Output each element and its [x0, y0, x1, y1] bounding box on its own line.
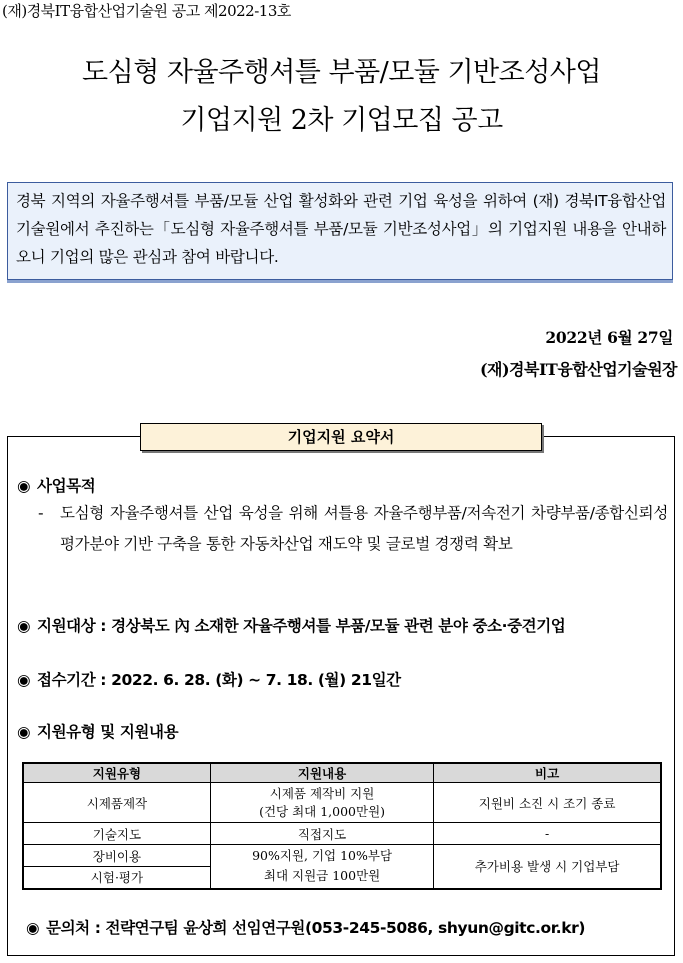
page-title-line-1: 도심형 자율주행셔틀 부품/모듈 기반조성사업: [82, 57, 601, 88]
section-target: [17, 614, 565, 636]
table-cell: 기술지도: [23, 823, 210, 845]
page-title-line-2: 기업지원 2차 기업모집 공고: [180, 105, 503, 136]
table-row: [23, 783, 661, 823]
cell-line: 90%지원, 기업 10%부담: [252, 848, 393, 864]
section-purpose: [17, 474, 95, 496]
table-header: 비고: [434, 763, 661, 783]
target-text: 지원대상 : 경상북도 內 소재한 자율주행셔틀 부품/모듈 관련 분야 중소·중견기업: [37, 617, 566, 635]
cell-line: 최대 지원금 100만원: [263, 868, 381, 884]
section-support-types: [17, 720, 178, 742]
contact-info: [26, 916, 585, 938]
summary-title: 기업지원 요약서: [140, 423, 542, 451]
purpose-description: [38, 498, 668, 560]
bullet-icon: ◉: [26, 919, 40, 937]
organization-name: (재)경북IT융합산업기술원장: [479, 360, 677, 379]
bullet-icon: ◉: [17, 671, 31, 689]
table-cell: -: [434, 823, 661, 845]
intro-box: [7, 182, 673, 280]
table-header: 지원유형: [23, 763, 210, 783]
table-row: [23, 823, 661, 845]
section-period: [17, 668, 401, 690]
notice-number: (재)경북IT융합산업기술원 공고 제2022-13호: [2, 2, 291, 20]
table-cell: [210, 845, 433, 889]
table-row: [23, 845, 661, 867]
cell-line: 시제품 제작비 지원: [269, 785, 375, 801]
period-text: 접수기간 : 2022. 6. 28. (화) ~ 7. 18. (월) 21일간: [37, 671, 401, 689]
support-types-label: 지원유형 및 지원내용: [37, 723, 179, 741]
intro-text: 경북 지역의 자율주행셔틀 부품/모듈 산업 활성화와 관련 기업 육성을 위하여 (재) 경북IT융합산업기술원에서 추진하는「도심형 자율주행셔틀 부품/모듈 기반조성사업」의 기업지원 내용을 안내하오니 기업의 많은 관심과 참여 바랍니다.: [16, 192, 666, 266]
bullet-icon: ◉: [17, 617, 31, 635]
purpose-text: 도심형 자율주행셔틀 산업 육성을 위해 셔틀용 자율주행부품/저속전기 차량부품/종합신뢰성평가분야 기반 구축을 통한 자동차산업 재도약 및 글로벌 경쟁력 확보: [60, 504, 668, 553]
bullet-icon: ◉: [17, 723, 31, 741]
dash-marker: -: [38, 504, 44, 522]
table-cell: 직접지도: [210, 823, 433, 845]
bullet-icon: ◉: [17, 477, 31, 495]
table-header-row: [23, 763, 661, 783]
cell-line: (건당 최대 1,000만원): [259, 803, 386, 819]
support-table: [22, 762, 662, 890]
table-header: 지원내용: [210, 763, 433, 783]
table-cell: 시제품제작: [23, 783, 210, 823]
table-cell: 시험·평가: [23, 867, 210, 889]
table-cell: 지원비 소진 시 조기 종료: [434, 783, 661, 823]
table-cell: 장비이용: [23, 845, 210, 867]
contact-text: 문의처 : 전략연구팀 윤상희 선임연구원(053-245-5086, shyun@gitc.or.kr): [46, 919, 586, 937]
table-cell: 추가비용 발생 시 기업부담: [434, 845, 661, 889]
table-cell: [210, 783, 433, 823]
announcement-date: 2022년 6월 27일: [545, 328, 673, 347]
purpose-label: 사업목적: [37, 477, 96, 495]
